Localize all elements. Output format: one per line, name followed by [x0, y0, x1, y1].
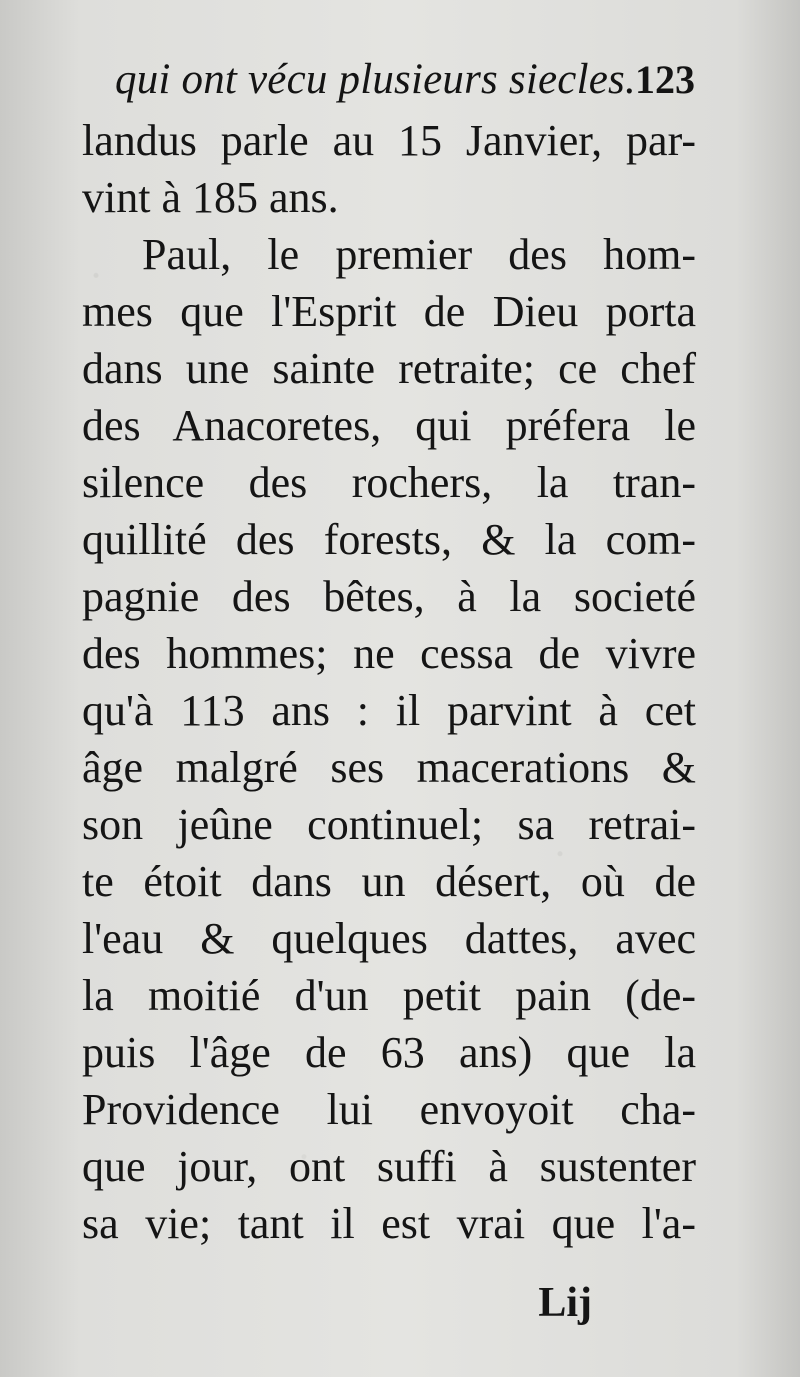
text-line: vint à 185 ans.: [82, 173, 339, 222]
text-line: silence des rochers, la tran-: [82, 458, 696, 507]
text-line: quillité des forests, & la com-: [82, 515, 696, 564]
body-text: [82, 112, 696, 1252]
text-line: pagnie des bêtes, à la societé: [82, 572, 696, 621]
text-line: la moitié d'un petit pain (de-: [82, 971, 696, 1020]
text-line: puis l'âge de 63 ans) que la: [82, 1028, 696, 1077]
text-line: Paul, le premier des hom-: [142, 230, 696, 279]
text-line: l'eau & quelques dattes, avec: [82, 914, 696, 963]
text-line: sa vie; tant il est vrai que l'a-: [82, 1199, 696, 1248]
text-line: dans une sainte retraite; ce chef: [82, 344, 696, 393]
text-line: te étoit dans un désert, où de: [82, 857, 696, 906]
text-line: Providence lui envoyoit cha-: [82, 1085, 696, 1134]
signature-mark: Lij: [538, 1280, 592, 1326]
text-line: des Anacoretes, qui préfera le: [82, 401, 696, 450]
text-line: que jour, ont suffi à sustenter: [82, 1142, 696, 1191]
running-head: qui ont vécu plusieurs siecles.: [115, 56, 636, 103]
text-line: des hommes; ne cessa de vivre: [82, 629, 696, 678]
text-line: landus parle au 15 Janvier, par-: [82, 116, 696, 165]
page-number: 123: [635, 57, 695, 102]
text-line: son jeûne continuel; sa retrai-: [82, 800, 696, 849]
text-line: qu'à 113 ans : il parvint à cet: [82, 686, 696, 735]
text-line: mes que l'Esprit de Dieu porta: [82, 287, 696, 336]
page-header: [115, 50, 695, 110]
text-line: âge malgré ses macerations &: [82, 743, 696, 792]
